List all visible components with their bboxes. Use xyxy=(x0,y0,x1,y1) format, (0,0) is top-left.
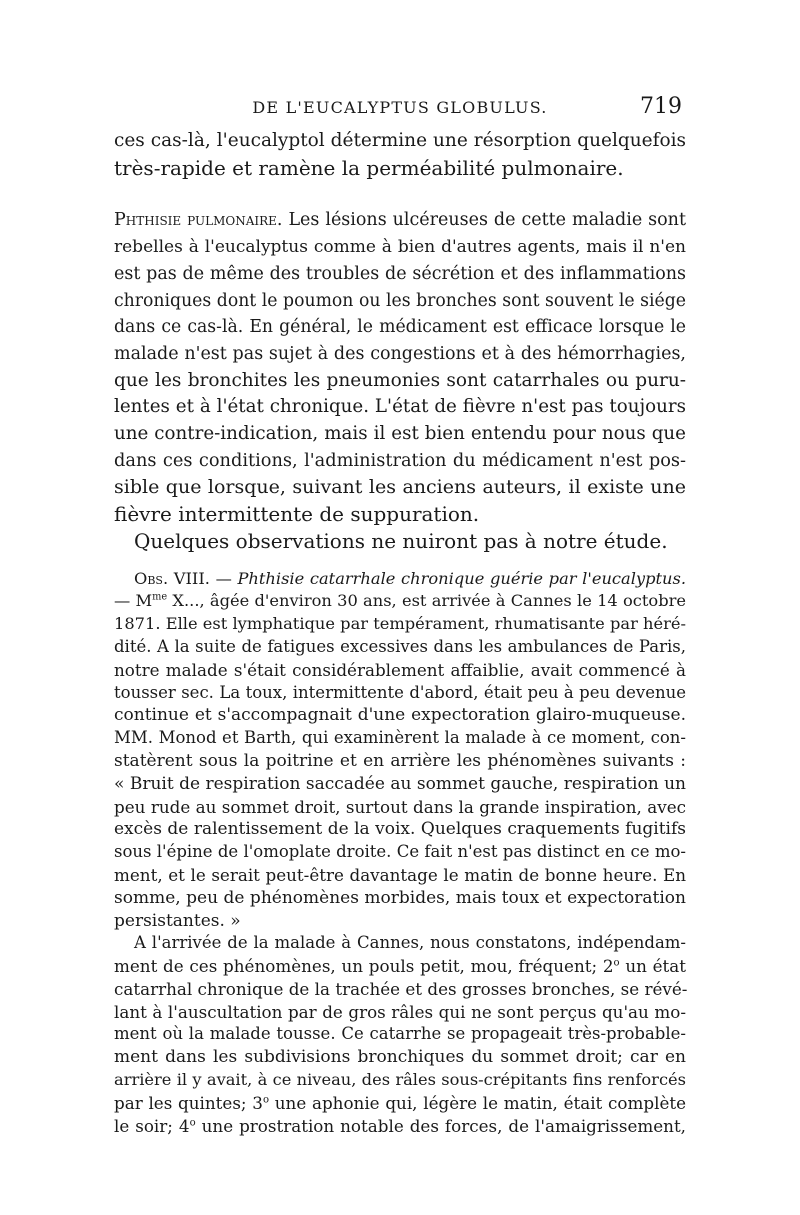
text-span: un état xyxy=(619,956,687,977)
text-line: persistantes. » xyxy=(114,910,241,931)
paragraph-phthisie xyxy=(114,207,686,527)
text-line: une contre-indication, mais il est bien entendu pour nous que xyxy=(114,423,686,445)
body-text xyxy=(114,128,686,1137)
text-line: arrière il y avait, à ce niveau, des râles sous-crépitants fins renforcés xyxy=(114,1070,686,1090)
superscript: me xyxy=(152,591,168,603)
paragraph-arrival xyxy=(114,932,686,1137)
page-number: 719 xyxy=(640,94,682,119)
text-line: ment dans les subdivisions bronchiques du sommet droit; car en xyxy=(114,1047,686,1068)
text-line: excès de ralentissement de la voix. Quelques craquements fugitifs xyxy=(114,819,686,840)
text-line: malade n'est pas sujet à des congestions et à des hémorrhagies, xyxy=(114,343,686,364)
text-span: X..., âgée d'environ 30 ans, est arrivée à Cannes le 14 octobre xyxy=(167,591,686,611)
text-line: « Bruit de respiration saccadée au sommet gauche, respiration un xyxy=(114,773,686,794)
paragraph-intro xyxy=(114,128,686,181)
page-header xyxy=(114,94,686,128)
text-line: peu rude au sommet droit, surtout dans la grande inspiration, avec xyxy=(114,796,686,817)
text-span: une aphonie qui, légère le matin, était complète xyxy=(269,1092,686,1113)
section-heading: Phthisie pulmonaire. xyxy=(114,210,283,231)
observation-label: Obs. VIII. xyxy=(134,568,210,588)
text-span: — xyxy=(209,568,238,588)
superscript: o xyxy=(262,1094,270,1106)
text-line: continue et s'accompagnait d'une expectoration glairo-muqueuse. xyxy=(114,705,686,726)
text-line: tousser sec. La toux, intermittente d'abord, était peu à peu devenue xyxy=(114,682,686,702)
text-line: lentes et à l'état chronique. L'état de fièvre n'est pas toujours xyxy=(114,396,686,418)
observation-title: Phthisie catarrhale chronique guérie par l'eucalyptus. xyxy=(237,568,686,588)
text-line: fièvre intermittente de suppuration. xyxy=(114,502,480,527)
text-line xyxy=(114,1115,686,1138)
text-line: dans ce cas-là. En général, le médicament est efficace lorsque le xyxy=(114,317,686,338)
text-span: par les quintes; 3 xyxy=(114,1092,263,1113)
text-line xyxy=(114,955,686,978)
text-line: ment où la malade tousse. Ce catarrhe se propageait très-probable- xyxy=(114,1024,686,1044)
text-line: 1871. Elle est lymphatique par tempérament, rhumatisante par héré- xyxy=(114,614,686,634)
superscript: o xyxy=(189,1117,196,1129)
text-line: MM. Monod et Barth, qui examinèrent la malade à ce moment, con- xyxy=(114,728,686,748)
observation-block xyxy=(114,568,686,933)
text-line: somme, peu de phénomènes morbides, mais toux et expectoration xyxy=(114,887,686,908)
text-line xyxy=(114,1092,686,1115)
superscript: o xyxy=(613,957,620,969)
paragraph-transition xyxy=(114,528,686,555)
text-line: ment, et le serait peut-être davantage le matin de bonne heure. En xyxy=(114,864,686,885)
text-span: ment de ces phénomènes, un pouls petit, mou, fréquent; 2 xyxy=(114,956,614,977)
text-span: le soir; 4 xyxy=(114,1115,190,1136)
text-line: que les bronchites les pneumonies sont catarrhales ou puru- xyxy=(114,369,686,391)
text-line xyxy=(114,207,686,234)
text-span: — M xyxy=(114,591,153,611)
text-line: dans ces conditions, l'administration du médicament n'est pos- xyxy=(114,450,686,471)
text-line: lant à l'auscultation par de gros râles qui ne sont perçus qu'au mo- xyxy=(114,1001,686,1022)
text-line: est pas de même des troubles de sécrétion et des inflammations xyxy=(114,263,686,284)
text-line: dité. A la suite de fatigues excessives dans les ambulances de Paris, xyxy=(114,636,686,656)
text-line xyxy=(114,568,686,591)
text-line: rebelles à l'eucalyptus comme à bien d'autres agents, mais il n'en xyxy=(114,237,686,258)
text-line xyxy=(114,590,686,613)
text-line: Quelques observations ne nuiront pas à notre étude. xyxy=(134,528,668,553)
text-line: chroniques dont le poumon ou les bronches sont souvent le siége xyxy=(114,290,686,311)
text-line: sous l'épine de l'omoplate droite. Ce fait n'est pas distinct en ce mo- xyxy=(114,842,686,862)
text-line: très-rapide et ramène la perméabilité pulmonaire. xyxy=(114,155,624,180)
text-line: catarrhal chronique de la trachée et des grosses bronches, se révé- xyxy=(114,978,688,999)
text-line: A l'arrivée de la malade à Cannes, nous constatons, indépendam- xyxy=(134,933,686,953)
text-line: ces cas-là, l'eucalyptol détermine une résorption quelquefois xyxy=(114,130,686,151)
text-span: Les lésions ulcéreuses de cette maladie sont xyxy=(288,210,686,231)
text-line: notre malade s'était considérablement affaiblie, avait commencé à xyxy=(114,659,686,680)
text-span: une prostration notable des forces, de l'amaigrissement, xyxy=(195,1115,687,1136)
text-line: sible que lorsque, suivant les anciens auteurs, il existe une xyxy=(114,476,686,499)
running-head: DE L'EUCALYPTUS GLOBULUS. xyxy=(252,98,548,117)
text-line: statèrent sous la poitrine et en arrière les phénomènes suivants : xyxy=(114,750,686,771)
